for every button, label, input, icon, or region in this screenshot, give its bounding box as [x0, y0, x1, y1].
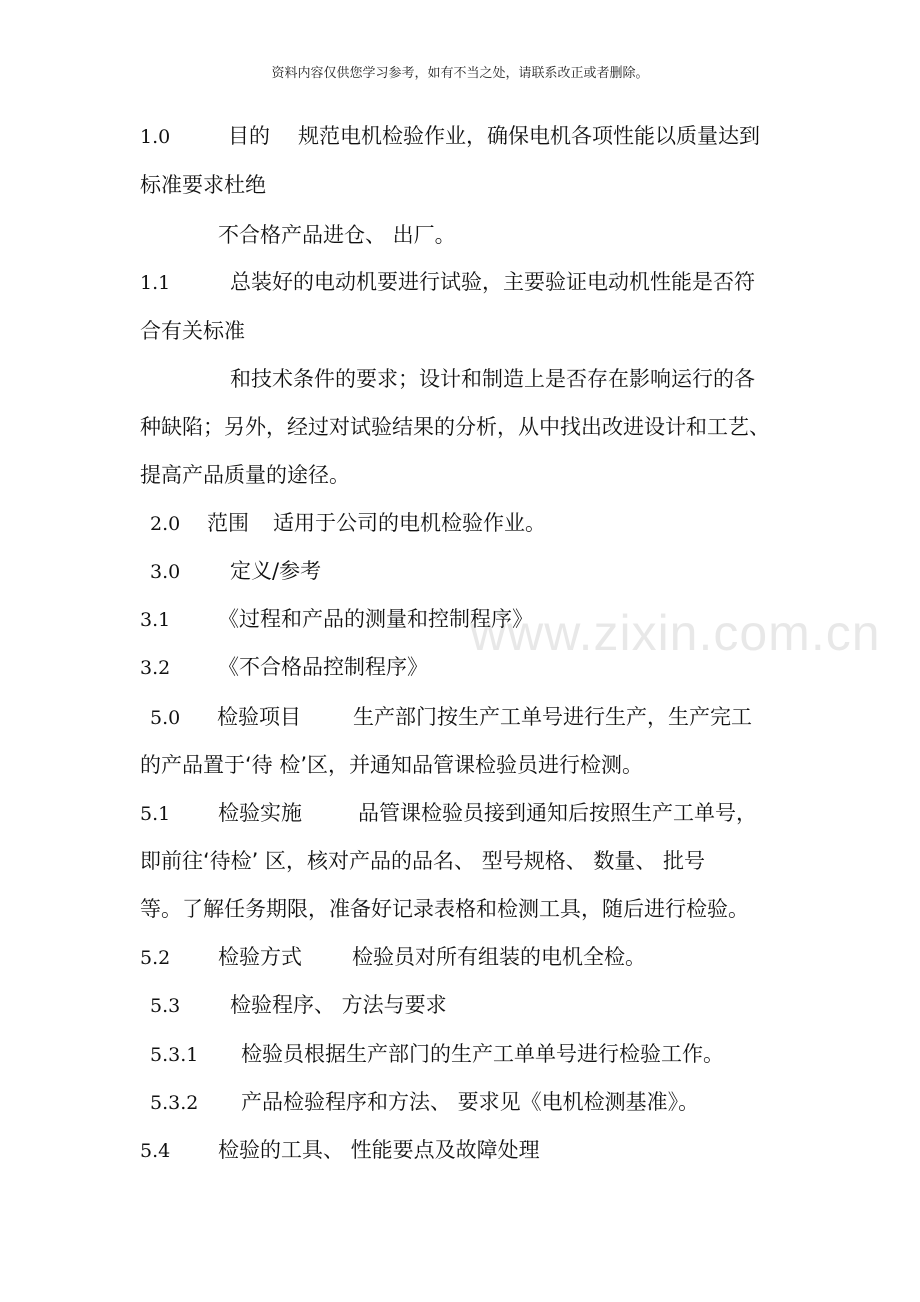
section-title: 目的 [228, 124, 270, 148]
section-text: 适用于公司的电机检验作业。 [273, 511, 546, 535]
section-text: 《不合格品控制程序》 [218, 655, 428, 679]
disclaimer-header: 资料内容仅供您学习参考，如有不当之处，请联系改正或者删除。 [271, 66, 649, 81]
section-5-1-cont2: 等。了解任务期限，准备好记录表格和检测工具，随后进行检验。 [140, 897, 749, 921]
section-5-0-line [150, 703, 752, 732]
section-5-3-line [150, 991, 447, 1020]
section-1-1-cont4: 提高产品质量的途径。 [140, 463, 350, 487]
section-number: 5.0 [150, 707, 181, 729]
section-2-0-line [150, 509, 546, 538]
section-title: 检验实施 [218, 801, 302, 825]
section-1-1-line [140, 268, 755, 297]
section-5-1-line [140, 799, 757, 828]
section-number: 5.4 [140, 1140, 171, 1162]
section-number: 5.2 [140, 947, 171, 969]
section-5-3-2-line [150, 1088, 699, 1117]
section-5-2-line [140, 943, 646, 972]
section-1-0-cont1: 标准要求杜绝 [140, 173, 266, 197]
section-3-2-line [140, 653, 428, 682]
section-number: 5.1 [140, 803, 171, 825]
section-text: 检验员对所有组装的电机全检。 [352, 945, 646, 969]
section-number: 5.3.1 [150, 1044, 199, 1066]
section-number: 3.1 [140, 609, 171, 631]
section-1-1-cont3: 种缺陷；另外，经过对试验结果的分析，从中找出改进设计和工艺、 [140, 415, 770, 439]
section-number: 2.0 [150, 513, 181, 535]
section-text: 检验员根据生产部门的生产工单单号进行检验工作。 [241, 1042, 724, 1066]
section-number: 5.3 [150, 995, 181, 1017]
section-5-1-cont1: 即前往‘待检’ 区，核对产品的品名、 型号规格、 数量、 批号 [140, 849, 706, 873]
section-number: 5.3.2 [150, 1092, 199, 1114]
section-3-0-line [150, 557, 321, 586]
section-title: 检验的工具、 性能要点及故障处理 [218, 1138, 540, 1162]
section-1-1-cont2: 和技术条件的要求；设计和制造上是否存在影响运行的各 [230, 367, 755, 391]
section-title: 定义/参考 [230, 559, 322, 583]
section-number: 3.2 [140, 657, 171, 679]
watermark: www.zixin.com.cn [470, 605, 881, 661]
section-5-0-cont1: 的产品置于‘待 检’区，并通知品管课检验员进行检测。 [140, 753, 644, 777]
section-text: 总装好的电动机要进行试验，主要验证电动机性能是否符 [230, 270, 755, 294]
section-5-4-line [140, 1136, 540, 1165]
section-number: 1.0 [140, 126, 171, 148]
section-text: 产品检验程序和方法、 要求见《电机检测基准》。 [241, 1090, 700, 1114]
section-text: 规范电机检验作业，确保电机各项性能以质量达到 [298, 124, 760, 148]
section-text: 《过程和产品的测量和控制程序》 [218, 607, 533, 631]
section-text: 品管课检验员接到通知后按照生产工单号， [358, 801, 757, 825]
section-title: 检验方式 [218, 945, 302, 969]
section-text: 生产部门按生产工单号进行生产，生产完工 [353, 705, 752, 729]
section-1-1-cont1: 合有关标准 [140, 319, 245, 343]
section-1-0-cont2: 不合格产品进仓、 出厂。 [218, 223, 456, 247]
section-5-3-1-line [150, 1040, 724, 1069]
section-3-1-line [140, 605, 533, 634]
section-title: 范围 [207, 511, 249, 535]
section-number: 3.0 [150, 561, 181, 583]
section-title: 检验程序、 方法与要求 [230, 993, 447, 1017]
section-number: 1.1 [140, 272, 171, 294]
section-title: 检验项目 [217, 705, 301, 729]
section-1-0-line [140, 122, 760, 151]
